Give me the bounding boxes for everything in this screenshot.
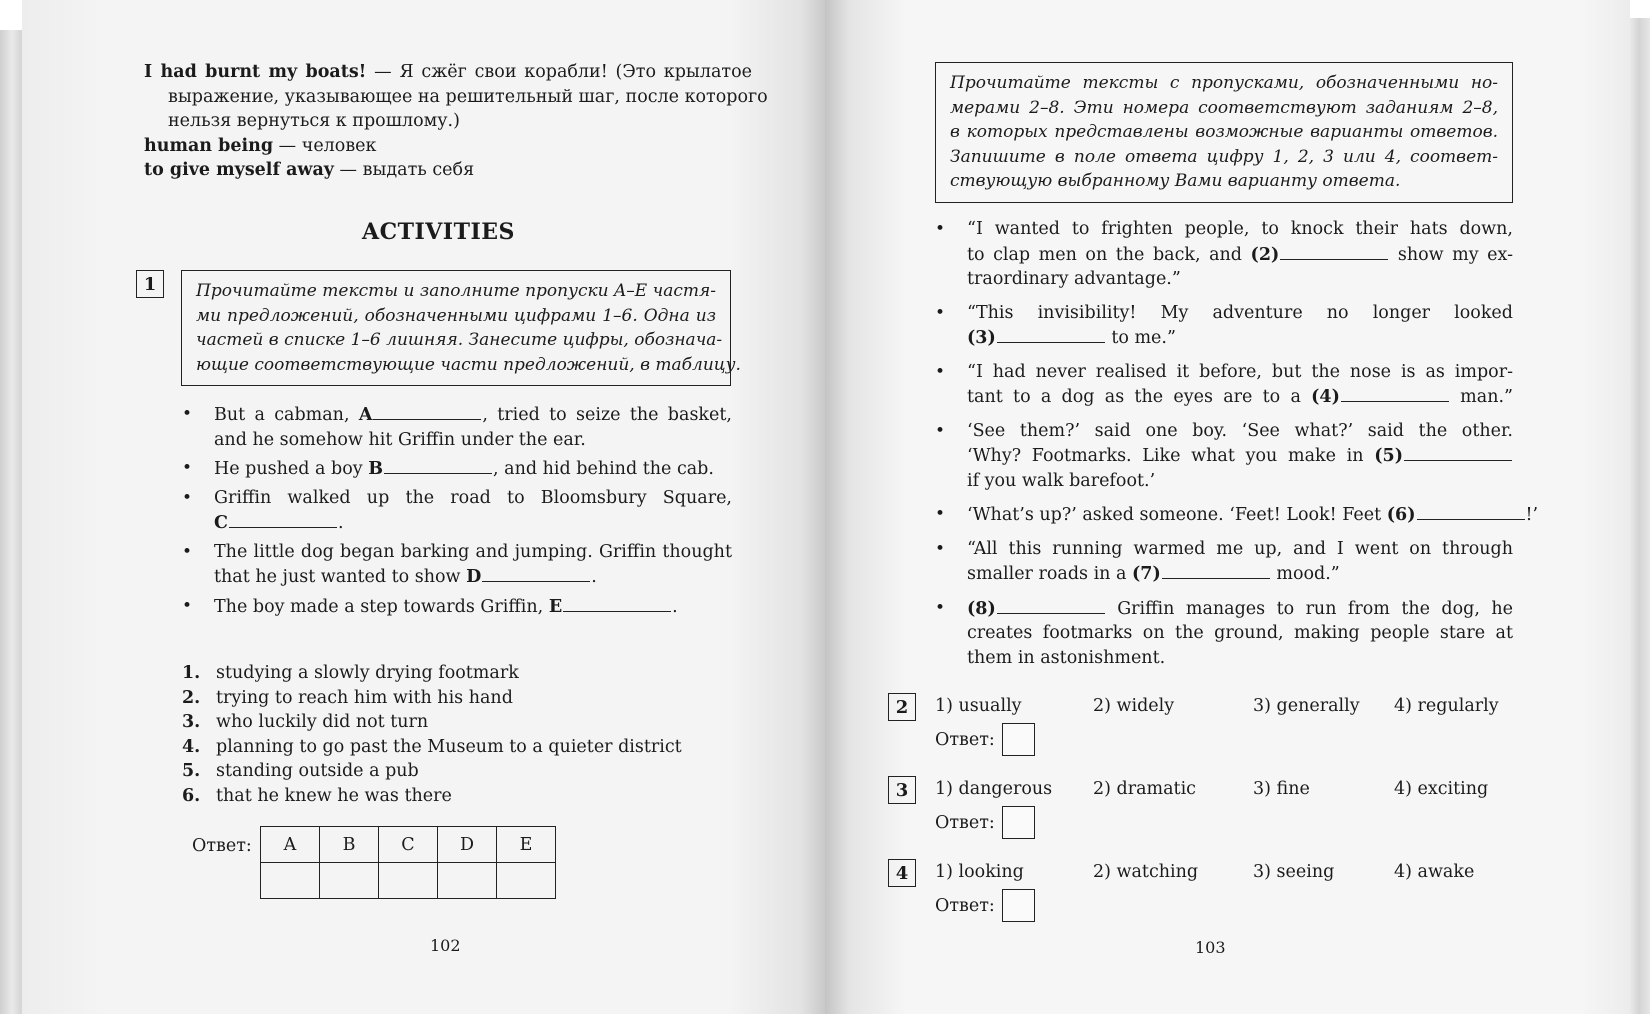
section-heading: ACTIVITIES: [362, 219, 515, 245]
answer-label: Ответ:: [935, 730, 995, 750]
bullet-icon: •: [935, 361, 946, 382]
answer-gap: [1341, 384, 1449, 402]
glossary-term: to give myself away: [144, 160, 334, 180]
glossary-entry: human being — человек: [144, 135, 377, 156]
answer-table: [260, 826, 556, 899]
task-4-option-2[interactable]: 2) watching: [1093, 862, 1199, 882]
glossary-definition: человек: [301, 135, 377, 156]
right-page: [825, 0, 1630, 1014]
list-item: • But a cabman, A , tried to seize the basket, and he somehow hit Griffin under the ear.: [182, 404, 732, 450]
glossary-definition: Я сжёг свои корабли! (Это крылатое: [399, 62, 752, 82]
options-list: [182, 661, 742, 808]
task-2-option-2[interactable]: 2) widely: [1093, 696, 1175, 716]
list-item: 1. studying a slowly drying footmark: [182, 663, 519, 683]
answer-table-header: A: [261, 827, 320, 863]
answer-gap: [482, 564, 590, 582]
glossary-definition: выдать себя: [362, 160, 475, 180]
list-item: • “I wanted to frighten people, to knock their hats down, to clap men on the back, and (2) show my ex- traordinary advantage.”: [935, 219, 1513, 289]
bullet-icon: •: [182, 487, 193, 508]
left-page: [22, 0, 825, 1014]
bullet-icon: •: [935, 420, 946, 441]
task-number-4: 4: [888, 859, 916, 887]
list-item: • “I had never realised it before, but the nose is as impor- tant to a dog as the eyes are to a (4) man.”: [935, 361, 1513, 407]
glossary-term: human being: [144, 135, 274, 156]
glossary-term: I had burnt my boats!: [144, 62, 367, 82]
list-item: • Griffin walked up the road to Bloomsbury Square, C .: [182, 487, 732, 533]
answer-table-header: B: [320, 827, 379, 863]
list-item: • ‘What’s up?’ asked someone. ‘Feet! Look! Feet (6) !’: [935, 504, 1539, 525]
list-item: • ‘See them?’ said one boy. ‘See what?’ said the other. ‘Why? Footmarks. Like what you make in (5) if you walk barefoot.’: [935, 420, 1513, 491]
answer-gap: [1162, 561, 1270, 579]
task-3-option-2[interactable]: 2) dramatic: [1093, 779, 1196, 799]
bullet-icon: •: [935, 597, 946, 618]
task-1-instructions: Прочитайте тексты и заполните пропуски A–E частя- ми предложений, обозначенными цифрами 1–6. Одна из частей в списке 1–6 лишняя. Занесите цифры, обознача- ющие соответствующие части предложений, в таблицу.: [181, 270, 731, 386]
bullet-icon: •: [935, 504, 946, 524]
list-item: • “All this running warmed me up, and I went on through smaller roads in a (7) mood.”: [935, 538, 1513, 584]
answer-cell[interactable]: [261, 863, 320, 899]
task-number-1: 1: [136, 270, 164, 298]
task-number-3: 3: [888, 776, 916, 804]
list-item: • (8) Griffin manages to run from the dog, he creates footmarks on the ground, making people stare at them in astonishment.: [935, 597, 1513, 668]
answer-cell[interactable]: [497, 863, 556, 899]
answer-gap: [373, 402, 481, 420]
task-2-answer-box[interactable]: [1002, 723, 1035, 756]
bullet-icon: •: [182, 458, 193, 478]
page-number: 103: [1195, 938, 1226, 957]
answer-gap: [563, 594, 671, 612]
task-2-option-3[interactable]: 3) generally: [1253, 696, 1360, 716]
task-3-option-1[interactable]: 1) dangerous: [935, 779, 1053, 799]
page-number: 102: [430, 936, 461, 955]
answer-gap: [997, 596, 1105, 614]
glossary: [144, 60, 768, 183]
bullet-icon: •: [935, 538, 946, 559]
task-number-2: 2: [888, 693, 916, 721]
gap-texts: [935, 217, 1539, 670]
answer-label: Ответ:: [935, 896, 995, 916]
answer-gap: [1417, 502, 1525, 520]
answer-table-header: D: [438, 827, 497, 863]
list-item: 4. planning to go past the Museum to a quieter district: [182, 736, 682, 757]
page-edges-right: [1628, 18, 1650, 1014]
glossary-entry: to give myself away — выдать себя: [144, 160, 475, 180]
gap-sentences: [182, 402, 732, 619]
task-4-answer-box[interactable]: [1002, 889, 1035, 922]
task-4-option-3[interactable]: 3) seeing: [1253, 862, 1335, 882]
list-item: • The little dog began barking and jumping. Griffin thought that he just wanted to show D .: [182, 541, 732, 587]
task-3-option-4[interactable]: 4) exciting: [1394, 779, 1489, 799]
task-3-option-3[interactable]: 3) fine: [1253, 779, 1310, 799]
list-item: • He pushed a boy B , and hid behind the cab.: [182, 458, 714, 479]
list-item: 3. who luckily did not turn: [182, 712, 429, 732]
task-2-option-4[interactable]: 4) regularly: [1394, 696, 1499, 716]
glossary-definition-cont: выражение, указывающее на решительный шаг, после которого: [168, 86, 768, 107]
task-3-answer-box[interactable]: [1002, 806, 1035, 839]
list-item: 6. that he knew he was there: [182, 785, 452, 806]
list-item: • The boy made a step towards Griffin, E .: [182, 595, 678, 617]
answer-gap: [997, 325, 1105, 343]
task-4-option-4[interactable]: 4) awake: [1394, 862, 1475, 882]
bullet-icon: •: [935, 219, 946, 239]
list-item: 2. trying to reach him with his hand: [182, 687, 513, 708]
answer-cell[interactable]: [379, 863, 438, 899]
list-item: • “This invisibility! My adventure no longer looked (3) to me.”: [935, 302, 1513, 348]
answer-label: Ответ:: [192, 836, 252, 856]
answer-gap: [229, 510, 337, 528]
glossary-entry: I had burnt my boats! — Я сжёг свои корабли! (Это крылатое: [144, 62, 752, 82]
bullet-icon: •: [182, 404, 193, 424]
answer-cell[interactable]: [438, 863, 497, 899]
list-item: 5. standing outside a pub: [182, 761, 419, 781]
glossary-definition-cont: нельзя вернуться к прошлому.): [168, 111, 460, 131]
answer-cell[interactable]: [320, 863, 379, 899]
bullet-icon: •: [182, 595, 193, 616]
answer-table-header: E: [497, 827, 556, 863]
bullet-icon: •: [935, 302, 946, 323]
answer-table-header: C: [379, 827, 438, 863]
answer-gap: [1280, 242, 1388, 260]
answer-gap: [384, 456, 492, 474]
answer-gap: [1404, 443, 1512, 461]
task-4-option-1[interactable]: 1) looking: [935, 862, 1024, 882]
task-2-option-1[interactable]: 1) usually: [935, 696, 1022, 716]
tasks-2-8-instructions: Прочитайте тексты с пропусками, обозначенными но- мерами 2–8. Эти номера соответствуют заданиям 2–8, в которых представлены возможные варианты ответов. Запишите в поле ответа цифру 1, 2, 3 или 4, соответ- ствующую выбранному Вами варианту ответа.: [935, 62, 1513, 203]
answer-label: Ответ:: [935, 813, 995, 833]
bullet-icon: •: [182, 541, 193, 562]
